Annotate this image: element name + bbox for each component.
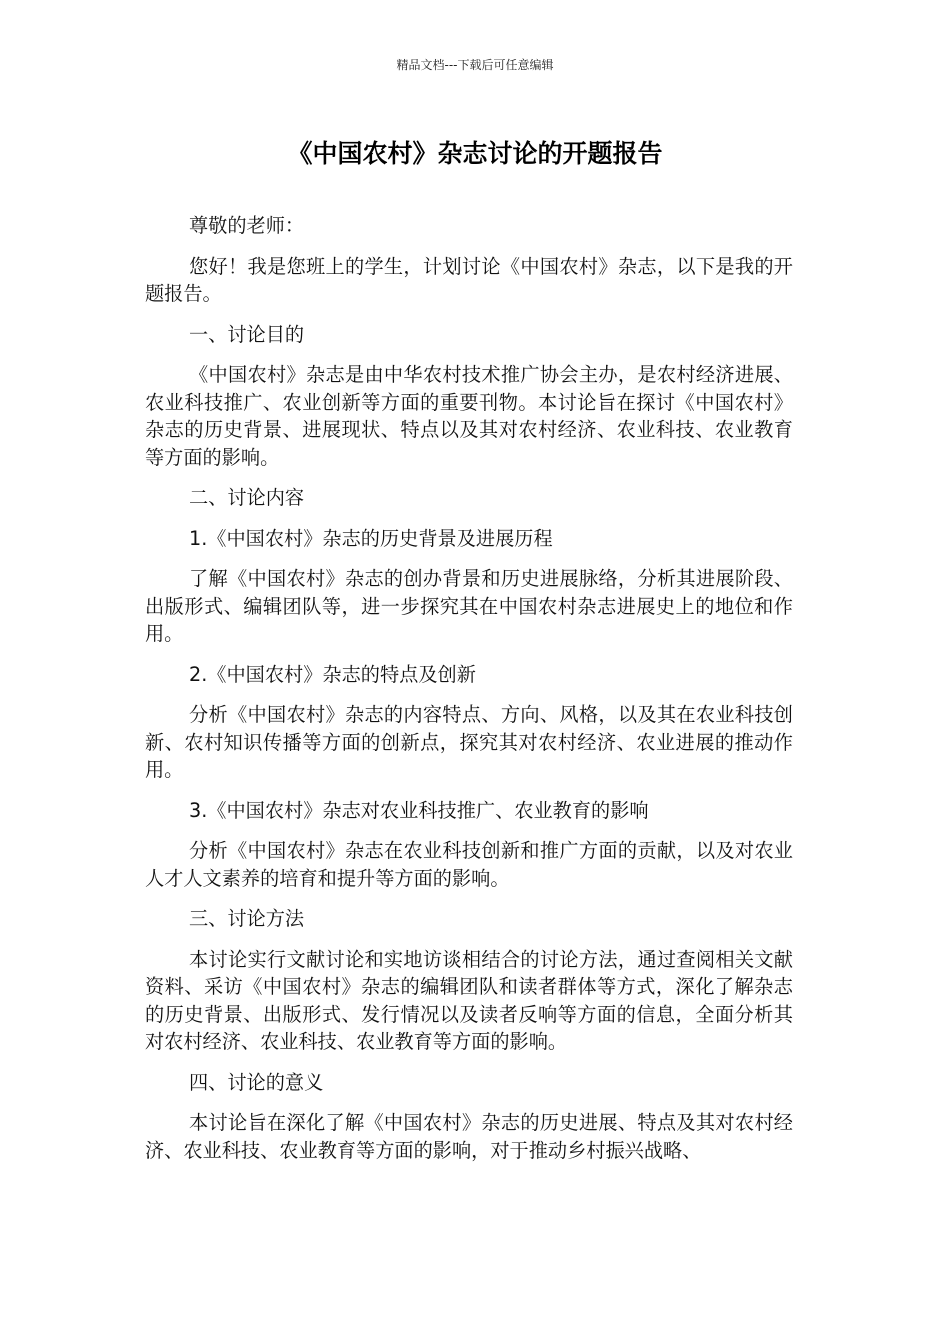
salutation: 尊敬的老师： [189, 214, 305, 237]
subheading-history: 1.《中国农村》杂志的历史背景及进展历程 [189, 526, 553, 550]
subheading-features: 2.《中国农村》杂志的特点及创新 [189, 662, 476, 686]
influence-paragraph: 分析《中国农村》杂志在农业科技创新和推广方面的贡献，以及对农业人才人文素养的培育和提升等方面的影响。 [145, 839, 793, 890]
section-heading-significance: 四、讨论的意义 [189, 1070, 324, 1094]
significance-paragraph: 本讨论旨在深化了解《中国农村》杂志的历史进展、特点及其对农村经济、农业科技、农业教育等方面的影响，对于推动乡村振兴战略、 [145, 1111, 793, 1162]
subheading-influence: 3.《中国农村》杂志对农业科技推广、农业教育的影响 [189, 798, 649, 822]
section-heading-purpose: 一、讨论目的 [189, 322, 305, 346]
features-paragraph: 分析《中国农村》杂志的内容特点、方向、风格，以及其在农业科技创新、农村知识传播等方面的创新点，探究其对农村经济、农业进展的推动作用。 [145, 703, 793, 781]
section-heading-method: 三、讨论方法 [189, 907, 305, 930]
intro-paragraph: 您好！我是您班上的学生，计划讨论《中国农村》杂志，以下是我的开题报告。 [145, 254, 793, 305]
section-heading-content: 二、讨论内容 [189, 486, 305, 509]
method-paragraph: 本讨论实行文献讨论和实地访谈相结合的讨论方法，通过查阅相关文献资料、采访《中国农村》杂志的编辑团队和读者群体等方式，深化了解杂志的历史背景、出版形式、发行情况以及读者反响等方面的信息，全面分析其对农村经济、农业科技、农业教育等方面的影响。 [145, 947, 793, 1053]
document-body [145, 212, 793, 1177]
purpose-paragraph: 《中国农村》杂志是由中华农村技术推广协会主办，是农村经济进展、农业科技推广、农业创新等方面的重要刊物。本讨论旨在探讨《中国农村》杂志的历史背景、进展现状、特点以及其对农村经济、农业科技、农业教育等方面的影响。 [145, 363, 793, 469]
history-paragraph: 了解《中国农村》杂志的创办背景和历史进展脉络，分析其进展阶段、出版形式、编辑团队等，进一步探究其在中国农村杂志进展史上的地位和作用。 [145, 567, 793, 645]
document-title: 《中国农村》杂志讨论的开题报告 [287, 139, 663, 168]
header-note: 精品文档---下载后可任意编辑 [396, 58, 554, 72]
